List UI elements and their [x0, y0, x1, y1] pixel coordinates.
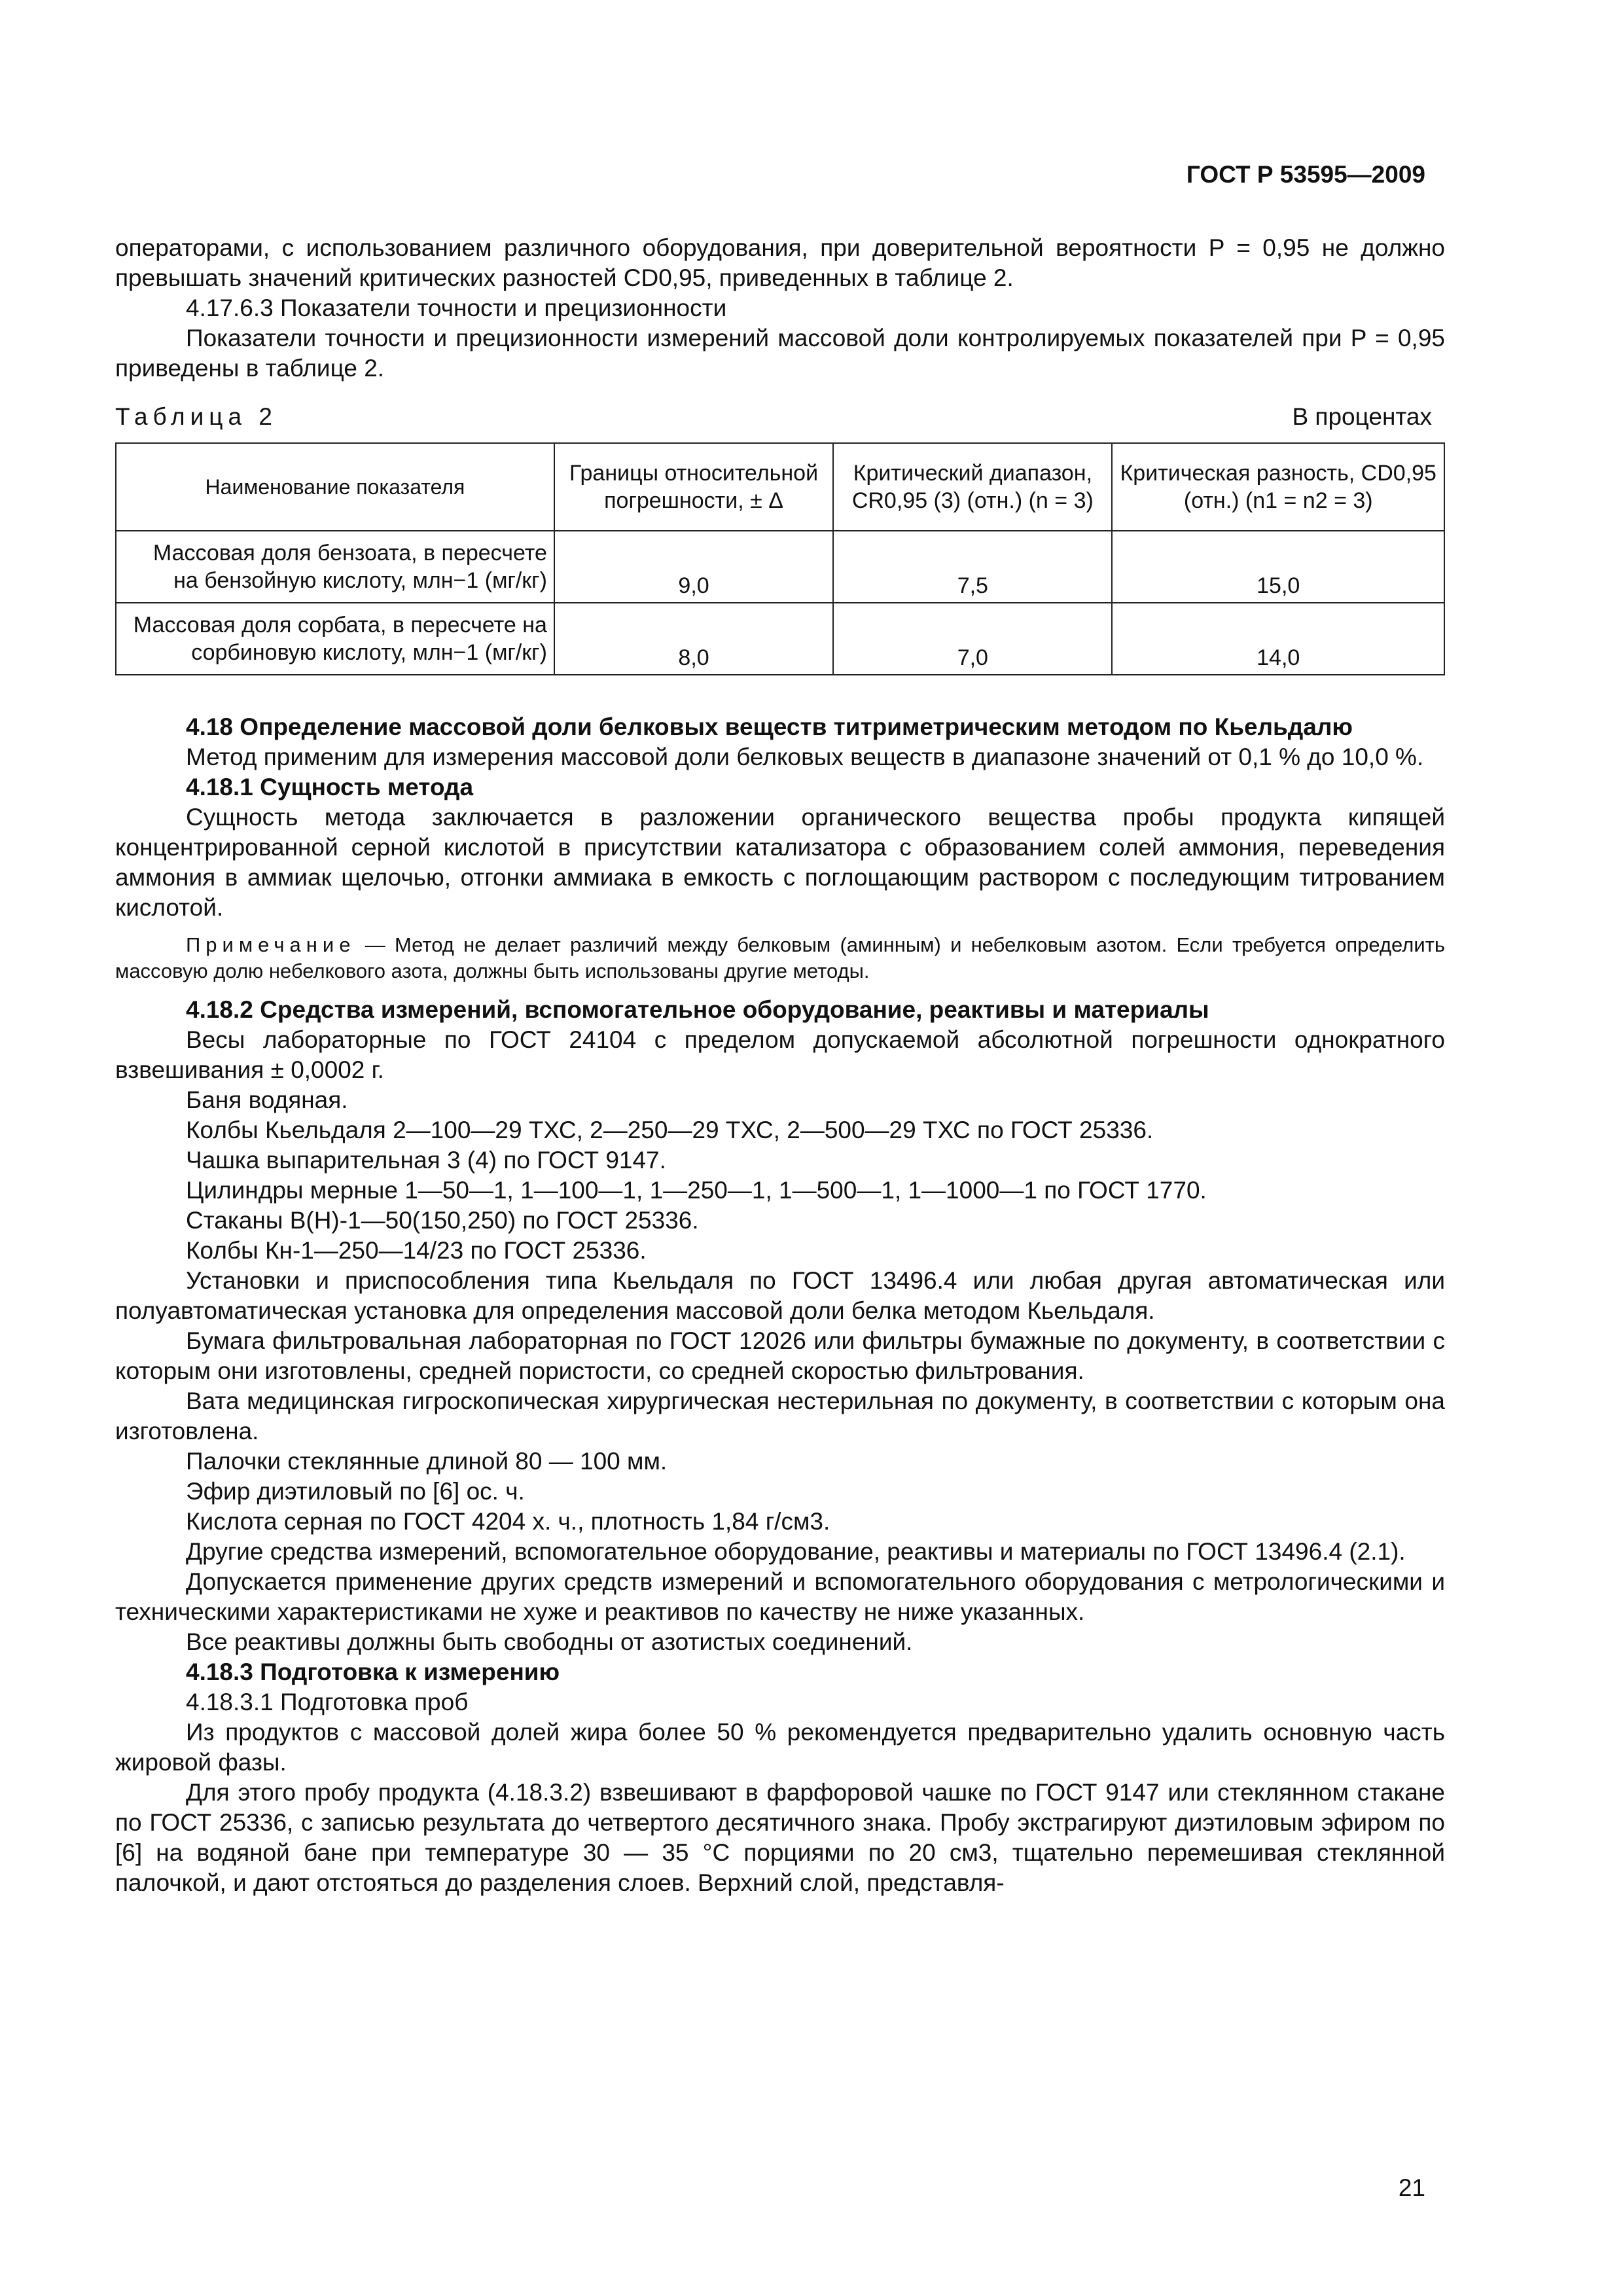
section-heading-4-18: 4.18 Определение массовой доли белковых веществ титриметрическим методом по Кьельдалю: [186, 713, 1353, 740]
table-cell-name: Массовая доля бензоата, в пересчете на бензойную кислоту, млн−1 (мг/кг): [116, 531, 554, 603]
paragraph: Метод применим для измерения массовой доли белковых веществ в диапазоне значений от 0,1 % до 10,0 %.: [186, 744, 1424, 770]
table-header-cell: Границы относительной погрешности, ± Δ: [554, 443, 833, 531]
document-header: ГОСТ Р 53595—2009: [1186, 161, 1425, 188]
table-row: [116, 603, 1444, 675]
equipment-item: Вата медицинская гигроскопическая хирургическая нестерильная по документу, в соответствии с которым она изготовлена.: [115, 1388, 1445, 1444]
subsection-heading-4-18-2: 4.18.2 Средства измерений, вспомогательное оборудование, реактивы и материалы: [186, 996, 1209, 1023]
equipment-item: Весы лабораторные по ГОСТ 24104 с пределом допускаемой абсолютной погрешности однократного взвешивания ± 0,0002 г.: [115, 1026, 1445, 1083]
subsection-title-4-18-3-1: 4.18.3.1 Подготовка проб: [186, 1689, 469, 1715]
table-header-cell: Критический диапазон, CR0,95 (3) (отн.) (n = 3): [833, 443, 1112, 531]
paragraph: Для этого пробу продукта (4.18.3.2) взвешивают в фарфоровой чашке по ГОСТ 9147 или стеклянном стакане по ГОСТ 25336, с записью результата до четвертого десятичного знака. Пробу экстрагируют диэтиловым эфиром по [6] на водяной бане при температуре 30 — 35 °С порциями по 20 см3, тщательно перемешивая стеклянной палочкой, и дают отстояться до разделения слоев. Верхний слой, представля-: [115, 1779, 1445, 1896]
equipment-item: Чашка выпарительная 3 (4) по ГОСТ 9147.: [186, 1147, 666, 1174]
table-cell-value: 8,0: [554, 603, 833, 675]
equipment-item: Все реактивы должны быть свободны от азотистых соединений.: [186, 1628, 913, 1655]
table-row: [116, 531, 1444, 603]
table-cell-value: 14,0: [1112, 603, 1444, 675]
equipment-item: Эфир диэтиловый по [6] ос. ч.: [186, 1478, 525, 1505]
note-label: Примечание: [186, 933, 356, 956]
table-unit: В процентах: [1292, 403, 1432, 430]
intro-paragraph: Показатели точности и прецизионности измерений массовой доли контролируемых показателей при P = 0,95 приведены в таблице 2.: [115, 325, 1445, 382]
subsection-heading-4-18-1: 4.18.1 Сущность метода: [186, 774, 474, 800]
table-caption-row: [115, 402, 1445, 432]
note: [115, 932, 1445, 984]
equipment-item: Кислота серная по ГОСТ 4204 х. ч., плотность 1,84 г/см3.: [186, 1508, 830, 1535]
equipment-item: Колбы Кьельдаля 2—100—29 ТХС, 2—250—29 ТХС, 2—500—29 ТХС по ГОСТ 25336.: [186, 1117, 1154, 1143]
table-cell-value: 15,0: [1112, 531, 1444, 603]
table-header-cell: Наименование показателя: [116, 443, 554, 531]
equipment-item: Колбы Кн-1—250—14/23 по ГОСТ 25336.: [186, 1237, 647, 1264]
equipment-item: Бумага фильтровальная лабораторная по ГОСТ 12026 или фильтры бумажные по документу, в соответствии с которым они изготовлены, средней пористости, со средней скоростью фильтрования.: [115, 1327, 1445, 1384]
page-number: 21: [1398, 2174, 1425, 2201]
table-caption: Таблица 2: [115, 403, 277, 430]
page-content: [115, 233, 1445, 1898]
table-header-cell: Критическая разность, CD0,95 (отн.) (n1 = n2 = 3): [1112, 443, 1444, 531]
paragraph: Сущность метода заключается в разложении органического вещества пробы продукта кипящей концентрированной серной кислотой в присутствии катализатора с образованием солей аммония, переведения аммония в аммиак щелочью, отгонки аммиака в емкость с поглощающим раствором с последующим титрованием кислотой.: [115, 804, 1445, 921]
table-cell-value: 9,0: [554, 531, 833, 603]
equipment-item: Баня водяная.: [186, 1086, 348, 1113]
equipment-item: Установки и приспособления типа Кьельдаля по ГОСТ 13496.4 или любая другая автоматическая или полуавтоматическая установка для определения массовой доли белка методом Кьельдаля.: [115, 1267, 1445, 1324]
subsection-heading-4-18-3: 4.18.3 Подготовка к измерению: [186, 1659, 560, 1685]
intro-paragraph: операторами, с использованием различного оборудования, при доверительной вероятности P = 0,95 не должно превышать значений критических разностей CD0,95, приведенных в таблице 2.: [115, 234, 1445, 291]
paragraph: Из продуктов с массовой долей жира более 50 % рекомендуется предварительно удалить основную часть жировой фазы.: [115, 1719, 1445, 1776]
precision-table: [115, 442, 1445, 675]
note-text: — Метод не делает различий между белковым (аминным) и небелковым азотом. Если требуется определить массовую долю небелкового азота, должны быть использованы другие методы.: [115, 933, 1445, 982]
table-cell-name: Массовая доля сорбата, в пересчете на сорбиновую кислоту, млн−1 (мг/кг): [116, 603, 554, 675]
equipment-item: Стаканы В(Н)-1—50(150,250) по ГОСТ 25336.: [186, 1207, 699, 1234]
table-cell-value: 7,5: [833, 531, 1112, 603]
equipment-item: Допускается применение других средств измерений и вспомогательного оборудования с метрологическими и техническими характеристиками не хуже и реактивов по качеству не ниже указанных.: [115, 1568, 1445, 1625]
table-cell-value: 7,0: [833, 603, 1112, 675]
table-header-row: [116, 443, 1444, 531]
equipment-item: Цилиндры мерные 1—50—1, 1—100—1, 1—250—1, 1—500—1, 1—1000—1 по ГОСТ 1770.: [186, 1177, 1207, 1204]
equipment-item: Другие средства измерений, вспомогательное оборудование, реактивы и материалы по ГОСТ 13496.4 (2.1).: [186, 1538, 1406, 1565]
equipment-item: Палочки стеклянные длиной 80 — 100 мм.: [186, 1448, 668, 1475]
subsection-title-4-17-6-3: 4.17.6.3 Показатели точности и прецизионности: [186, 295, 727, 321]
